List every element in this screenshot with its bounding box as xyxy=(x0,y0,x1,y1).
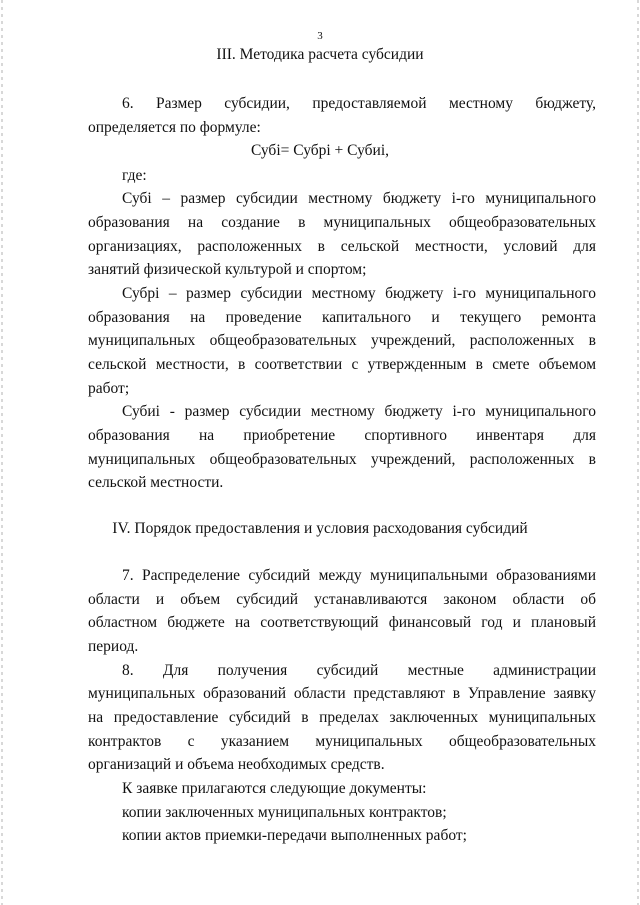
section-3-title: III. Методика расчета субсидии xyxy=(216,46,424,63)
paragraph-8-line-1: 8. Для получения субсидий местные администрации xyxy=(122,662,596,679)
attachment-item-acts: копии актов приемки-передачи выполненных работ; xyxy=(122,827,467,844)
paragraph-6-line-2: определяется по формуле: xyxy=(88,119,261,136)
definition-sub-line-4: занятий физической культурой и спортом; xyxy=(88,261,367,278)
attachment-item-contracts: копии заключенных муниципальных контрактов; xyxy=(122,804,447,821)
definition-subi-line-2: образования на приобретение спортивного инвентаря для xyxy=(88,427,596,444)
definition-subr-line-1: Субрі – размер субсидии местному бюджету і-го муниципального xyxy=(122,285,596,302)
paragraph-6-line-1: 6. Размер субсидии, предоставляемой местному бюджету, xyxy=(122,95,596,112)
paragraph-8-line-4: контрактов с указанием муниципальных общеобразовательных xyxy=(88,733,596,750)
attachments-intro: К заявке прилагаются следующие документы: xyxy=(122,780,427,797)
definition-subr-line-2: образования на проведение капитального и текущего ремонта xyxy=(88,309,596,326)
paragraph-7-line-2: области и объем субсидий устанавливаются законом области об xyxy=(88,591,596,608)
page-number: 3 xyxy=(317,30,323,42)
scan-edge-right xyxy=(637,0,639,905)
paragraph-7-line-3: областном бюджете на соответствующий финансовый год и плановый xyxy=(88,614,596,631)
paragraph-8-line-2: муниципальных образований области представляют в Управление заявку xyxy=(88,685,596,702)
paragraph-8-line-3: на предоставление субсидий в пределах заключенных муниципальных xyxy=(88,709,596,726)
definition-subi-line-1: Субиі - размер субсидии местному бюджету і-го муниципального xyxy=(122,403,596,420)
definition-subi-line-4: сельской местности. xyxy=(88,474,224,491)
where-label: где: xyxy=(122,167,147,184)
scan-edge-left xyxy=(1,0,3,905)
definition-subr-line-5: работ; xyxy=(88,380,130,397)
paragraph-7-line-4: период. xyxy=(88,638,139,655)
paragraph-8-line-5: организаций и объема необходимых средств. xyxy=(88,756,385,773)
definition-sub-line-1: Субі – размер субсидии местному бюджету і-го муниципального xyxy=(122,190,596,207)
definition-sub-line-3: организациях, расположенных в сельской местности, условий для xyxy=(88,238,596,255)
definition-subi-line-3: муниципальных общеобразовательных учреждений, расположенных в xyxy=(88,451,596,468)
subsidy-formula: Субі= Субрі + Субиі, xyxy=(250,142,390,159)
paragraph-7-line-1: 7. Распределение субсидий между муниципальными образованиями xyxy=(122,567,596,584)
definition-subr-line-4: сельской местности, в соответствии с утвержденным в смете объемом xyxy=(88,356,596,373)
section-4-title: IV. Порядок предоставления и условия расходования субсидий xyxy=(112,520,528,537)
definition-subr-line-3: муниципальных общеобразовательных учреждений, расположенных в xyxy=(88,332,596,349)
definition-sub-line-2: образования на создание в муниципальных общеобразовательных xyxy=(88,214,596,231)
